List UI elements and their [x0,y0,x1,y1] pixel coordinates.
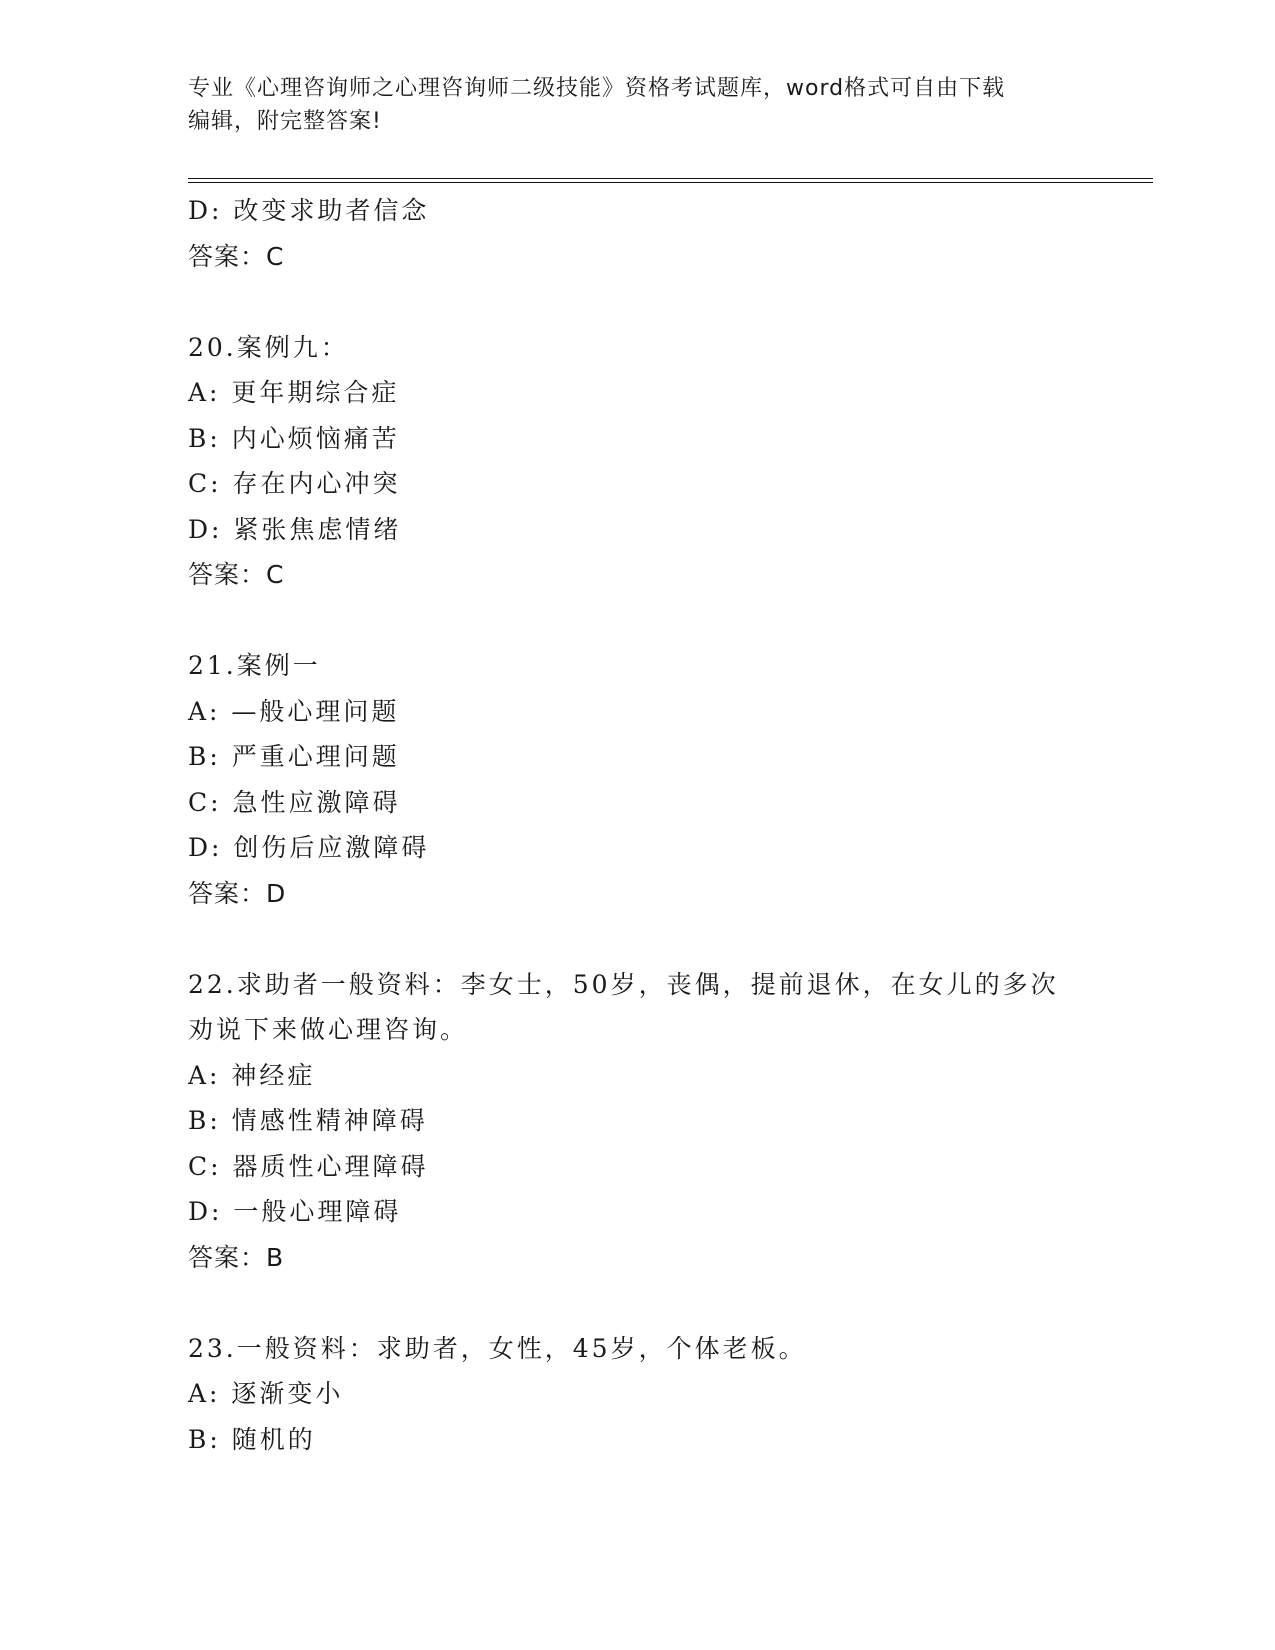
answer-line: 答案：C [188,560,285,589]
option-line: B: 随机的 [188,1424,316,1454]
question-text: 22.求助者一般资料：李女士，50岁，丧偶，提前退休，在女儿的多次 [188,969,1059,999]
answer-line: 答案：D [188,878,287,908]
document-header [188,72,1088,138]
question-text: 21.案例一 [188,651,321,680]
block-spacer [188,916,1108,962]
option-line: B: 情感性精神障碍 [188,1106,428,1135]
option-line: D: 紧张焦虑情绪 [188,514,402,544]
block-spacer [188,279,1108,325]
option-line: D: 创伤后应激障碍 [188,833,430,862]
question-text: 劝说下来做心理咨询。 [188,1015,469,1044]
option-line: D: 改变求助者信念 [188,196,430,225]
question-list [188,188,1108,1462]
option-line: D: 一般心理障碍 [188,1197,402,1226]
header-line-1: 专业《心理咨询师之心理咨询师二级技能》资格考试题库，word格式可自由下载 [188,76,1006,101]
question-text: 23.一般资料：求助者，女性，45岁，个体老板。 [188,1333,807,1363]
option-line: C: 存在内心冲突 [188,469,401,498]
option-line: C: 急性应激障碍 [188,787,401,817]
option-line: C: 器质性心理障碍 [188,1151,429,1181]
header-line-2: 编辑，附完整答案! [188,109,382,134]
option-line: A: 逐渐变小 [188,1379,344,1408]
option-line: B: 内心烦恼痛苦 [188,423,400,453]
answer-line: 答案：C [188,241,285,271]
option-line: A: —般心理问题 [188,696,400,726]
option-line: B: 严重心理问题 [188,742,400,771]
block-spacer [188,1280,1108,1326]
answer-line: 答案：B [188,1242,285,1272]
option-line: A: 神经症 [188,1060,316,1090]
header-divider [188,178,1153,183]
question-text: 20.案例九： [188,332,349,362]
block-spacer [188,598,1108,644]
option-line: A: 更年期综合症 [188,378,400,407]
